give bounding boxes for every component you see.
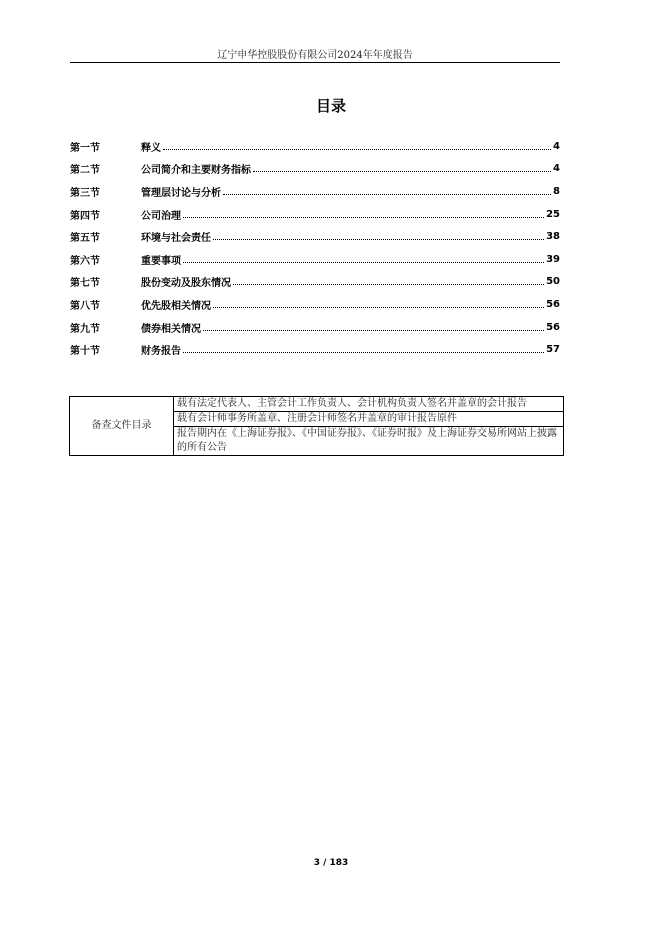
table-row xyxy=(70,397,564,412)
toc-section-number: 第十节 xyxy=(70,346,100,358)
toc-entry[interactable] xyxy=(70,271,560,294)
toc-section-title: 股份变动及股东情况 xyxy=(141,278,231,290)
toc-leader-dots xyxy=(233,284,544,285)
toc-entry[interactable] xyxy=(70,135,560,158)
toc-leader-dots xyxy=(253,171,551,172)
toc-section-number: 第一节 xyxy=(70,142,100,154)
page-title: 目录 xyxy=(315,97,346,115)
toc-page-number: 4 xyxy=(553,163,560,175)
toc-page-number: 8 xyxy=(553,185,560,197)
toc-leader-dots xyxy=(203,330,544,331)
toc-leader-dots xyxy=(223,194,551,195)
toc-leader-dots xyxy=(183,217,544,218)
toc-page-number: 57 xyxy=(546,344,560,356)
toc-page-number: 56 xyxy=(546,321,560,333)
toc-entry[interactable] xyxy=(70,203,560,226)
reference-documents-label: 备查文件目录 xyxy=(70,397,174,456)
reference-documents-table xyxy=(69,396,564,456)
toc-section-number: 第二节 xyxy=(70,165,100,177)
toc-entry[interactable] xyxy=(70,225,560,248)
toc-section-title: 优先股相关情况 xyxy=(141,300,211,312)
header-divider xyxy=(70,62,560,63)
toc-page-number: 39 xyxy=(546,253,560,265)
toc-section-title: 公司治理 xyxy=(141,210,181,222)
toc-leader-dots xyxy=(163,149,551,150)
page-header: 辽宁申华控股股份有限公司2024年年度报告 xyxy=(217,50,413,61)
reference-document-item: 报告期内在《上海证券报》、《中国证券报》、《证券时报》及上海证券交易所网站上披露的所有公告 xyxy=(174,427,564,456)
toc-section-title: 公司简介和主要财务指标 xyxy=(141,165,251,177)
toc-section-number: 第六节 xyxy=(70,255,100,267)
table-of-contents xyxy=(70,135,560,361)
toc-entry[interactable] xyxy=(70,180,560,203)
toc-section-title: 债券相关情况 xyxy=(141,323,201,335)
toc-entry[interactable] xyxy=(70,293,560,316)
reference-document-item: 载有会计师事务所盖章、注册会计师签名并盖章的审计报告原件 xyxy=(174,412,564,427)
reference-document-item: 载有法定代表人、主管会计工作负责人、会计机构负责人签名并盖章的会计报告 xyxy=(174,397,564,412)
toc-leader-dots xyxy=(183,262,544,263)
toc-entry[interactable] xyxy=(70,338,560,361)
toc-page-number: 50 xyxy=(546,276,560,288)
toc-entry[interactable] xyxy=(70,158,560,181)
toc-section-number: 第九节 xyxy=(70,323,100,335)
toc-page-number: 56 xyxy=(546,298,560,310)
toc-leader-dots xyxy=(183,352,544,353)
toc-section-number: 第五节 xyxy=(70,233,100,245)
toc-section-title: 释义 xyxy=(141,142,161,154)
toc-section-number: 第四节 xyxy=(70,210,100,222)
toc-section-title: 管理层讨论与分析 xyxy=(141,187,221,199)
toc-entry[interactable] xyxy=(70,248,560,271)
toc-section-title: 重要事项 xyxy=(141,255,181,267)
toc-page-number: 4 xyxy=(553,140,560,152)
toc-section-number: 第七节 xyxy=(70,278,100,290)
toc-section-number: 第八节 xyxy=(70,300,100,312)
toc-page-number: 38 xyxy=(546,231,560,243)
toc-leader-dots xyxy=(213,239,544,240)
toc-page-number: 25 xyxy=(546,208,560,220)
toc-section-title: 环境与社会责任 xyxy=(141,233,211,245)
toc-leader-dots xyxy=(213,307,544,308)
toc-section-number: 第三节 xyxy=(70,187,100,199)
toc-entry[interactable] xyxy=(70,316,560,339)
toc-section-title: 财务报告 xyxy=(141,346,181,358)
page-number: 3 / 183 xyxy=(313,858,349,868)
